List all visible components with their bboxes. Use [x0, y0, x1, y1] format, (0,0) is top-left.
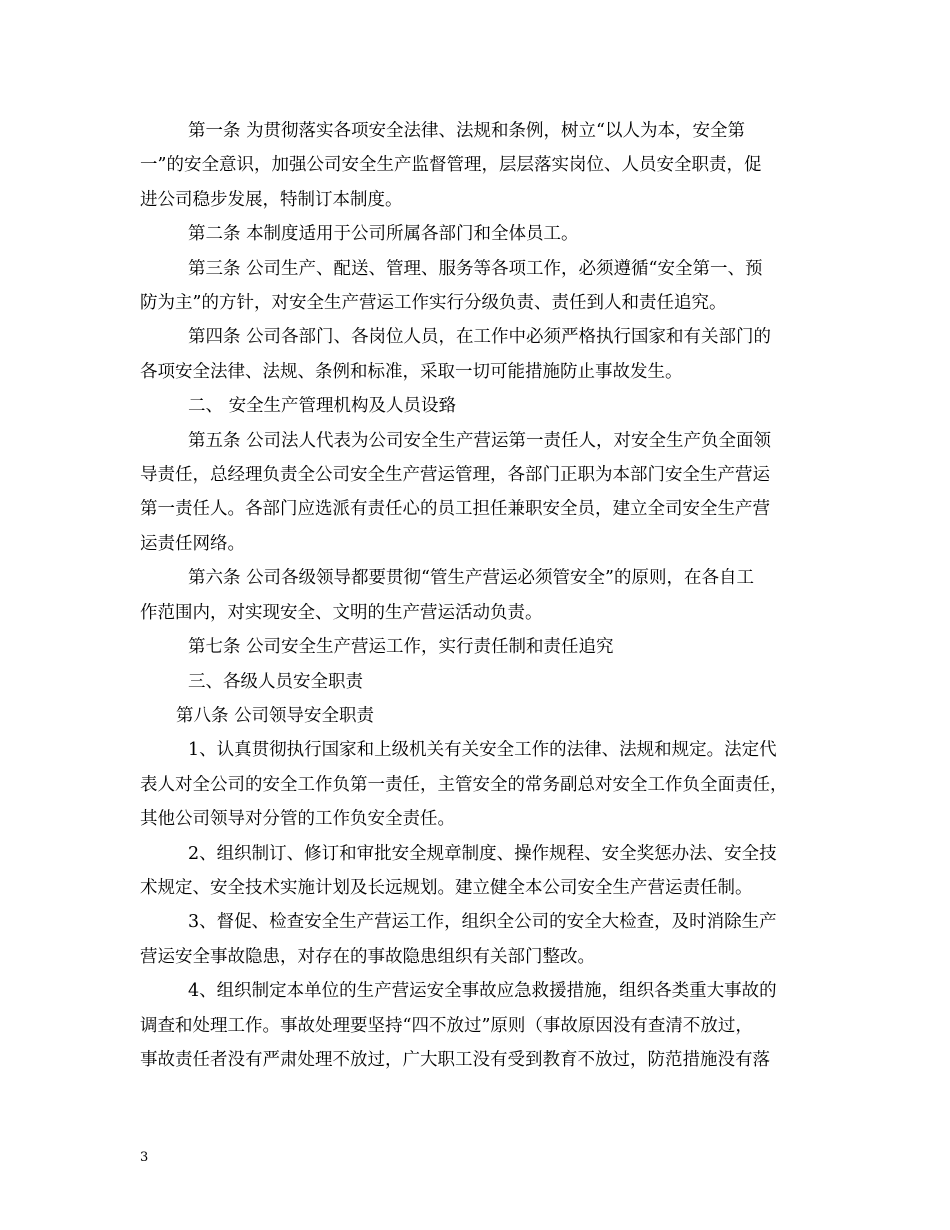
item-1-line-3: 其他公司领导对分管的工作负安全责任。	[140, 809, 455, 830]
item-4-line-1: 4、组织制定本单位的生产营运安全事故应急救援措施，组织各类重大事故的	[188, 981, 777, 1002]
article-3-line-2: 防为主”的方针，对安全生产营运工作实行分级负责、责任到人和责任追究。	[140, 293, 727, 314]
article-1-line-3: 进公司稳步发展，特制订本制度。	[140, 189, 403, 210]
item-2-line-2: 术规定、安全技术实施计划及长远规划。建立健全本公司安全生产营运责任制。	[140, 877, 753, 898]
item-1-line-1: 1、认真贯彻执行国家和上级机关有关安全工作的法律、法规和规定。法定代	[188, 740, 777, 761]
item-3-line-2: 营运安全事故隐患，对存在的事故隐患组织有关部门整改。	[140, 946, 595, 967]
article-4-line-2: 各项安全法律、法规、条例和标准，采取一切可能措施防止事故发生。	[140, 361, 683, 382]
article-5-line-1: 第五条 公司法人代表为公司安全生产营运第一责任人，对安全生产负全面领	[188, 430, 772, 451]
article-5-line-2: 导责任，总经理负责全公司安全生产营运管理，各部门正职为本部门安全生产营运	[140, 465, 770, 486]
article-1-line-1: 第一条 为贯彻落实各项安全法律、法规和条例，树立“以人为本，安全第	[188, 121, 746, 141]
article-4-line-1: 第四条 公司各部门、各岗位人员，在工作中必须严格执行国家和有关部门的	[188, 327, 772, 348]
page-number: 3	[140, 1150, 149, 1165]
item-4-line-2: 调查和处理工作。事故处理要坚持“四不放过”原则（事故原因没有查清不放过，	[140, 1015, 753, 1036]
section-2-heading: 二、 安全生产管理机构及人员设臵	[188, 396, 457, 417]
article-2-line-1: 第二条 本制度适用于公司所属各部门和全体员工。	[188, 224, 579, 245]
document-body	[140, 114, 812, 1077]
section-3-heading: 三、各级人员安全职责	[188, 671, 363, 692]
article-6-line-2: 作范围内，对实现安全、文明的生产营运活动负责。	[140, 602, 543, 623]
article-7-line-1: 第七条 公司安全生产营运工作，实行责任制和责任追究	[188, 637, 614, 658]
item-3-line-1: 3、督促、检查安全生产营运工作，组织全公司的安全大检查，及时消除生产	[188, 912, 777, 933]
article-1-line-2: 一”的安全意识，加强公司安全生产监督管理，层层落实岗位、人员安全职责，促	[140, 155, 762, 176]
article-5-line-3: 第一责任人。各部门应选派有责任心的员工担任兼职安全员，建立全司安全生产营	[140, 499, 770, 520]
item-2-line-1: 2、组织制订、修订和审批安全规章制度、操作规程、安全奖惩办法、安全技	[188, 843, 777, 864]
item-4-line-3: 事故责任者没有严肃处理不放过，广大职工没有受到教育不放过，防范措施没有落	[140, 1049, 770, 1070]
article-3-line-1: 第三条 公司生产、配送、管理、服务等各项工作，必须遵循“安全第一、预	[188, 258, 763, 279]
item-1-line-2: 表人对全公司的安全工作负第一责任，主管安全的常务副总对安全工作负全面责任，	[140, 774, 788, 795]
article-5-line-4: 运责任网络。	[140, 533, 245, 554]
article-6-line-1: 第六条 公司各级领导都要贯彻“管生产营运必须管安全”的原则，在各自工	[188, 568, 754, 589]
article-8-heading: 第八条 公司领导安全职责	[176, 705, 375, 726]
